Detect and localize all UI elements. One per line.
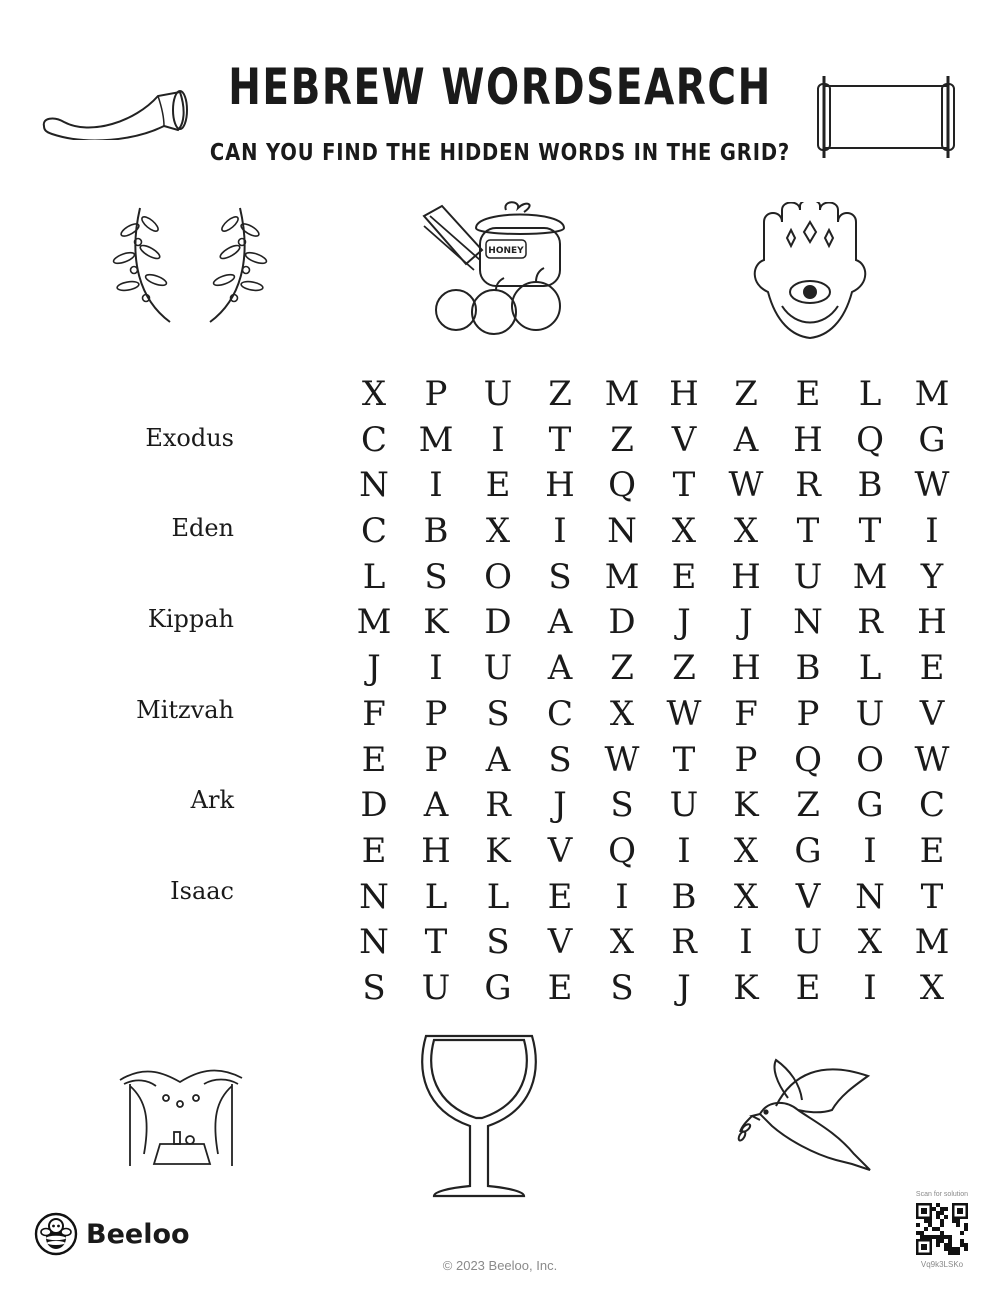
- qr-caption: Scan for solution: [915, 1191, 969, 1198]
- grid-cell[interactable]: A: [547, 602, 573, 643]
- grid-cell[interactable]: T: [796, 511, 820, 552]
- grid-cell[interactable]: P: [424, 693, 448, 734]
- grid-cell[interactable]: C: [360, 419, 387, 460]
- grid-cell[interactable]: T: [672, 739, 696, 780]
- grid-cell[interactable]: E: [795, 374, 821, 414]
- grid-cell[interactable]: B: [795, 648, 821, 689]
- grid-cell[interactable]: O: [856, 739, 884, 780]
- brand-name: Beeloo: [86, 1218, 190, 1250]
- grid-cell[interactable]: K: [423, 602, 449, 643]
- grid-cell[interactable]: N: [359, 465, 389, 506]
- grid-cell[interactable]: K: [485, 830, 511, 871]
- grid-cell[interactable]: R: [485, 785, 511, 826]
- grid-cell[interactable]: U: [483, 648, 513, 689]
- grid-cell[interactable]: B: [671, 876, 697, 917]
- grid-cell[interactable]: S: [610, 785, 634, 826]
- grid-row: [343, 555, 963, 601]
- grid-cell[interactable]: E: [547, 876, 573, 917]
- grid-row: [343, 875, 963, 921]
- grid-cell[interactable]: E: [361, 739, 387, 780]
- grid-cell[interactable]: N: [793, 602, 823, 643]
- grid-cell[interactable]: J: [677, 967, 691, 1008]
- grid-cell[interactable]: H: [793, 419, 823, 460]
- grid-cell[interactable]: X: [609, 693, 635, 734]
- grid-cell[interactable]: Y: [920, 556, 944, 597]
- grid-cell[interactable]: J: [677, 602, 691, 643]
- grid-cell[interactable]: T: [858, 511, 882, 552]
- grid-cell[interactable]: C: [360, 511, 387, 552]
- grid-cell[interactable]: V: [795, 876, 821, 917]
- grid-cell[interactable]: N: [359, 876, 389, 917]
- grid-row: [343, 783, 963, 829]
- grid-cell[interactable]: E: [485, 465, 511, 506]
- word-list-item: Eden: [171, 514, 234, 542]
- grid-cell[interactable]: Z: [610, 419, 634, 460]
- grid-cell[interactable]: N: [607, 511, 637, 552]
- grid-cell[interactable]: E: [547, 967, 573, 1008]
- grid-cell[interactable]: W: [728, 465, 764, 506]
- grid-row: [343, 738, 963, 784]
- copyright-text: © 2023 Beeloo, Inc.: [442, 1258, 558, 1273]
- grid-cell[interactable]: P: [734, 739, 758, 780]
- grid-cell[interactable]: S: [610, 967, 634, 1008]
- page-subtitle: CAN YOU FIND THE HIDDEN WORDS IN THE GRID?: [209, 140, 791, 166]
- grid-cell[interactable]: I: [677, 830, 691, 871]
- grid-cell[interactable]: Q: [608, 465, 636, 506]
- grid-cell[interactable]: W: [914, 739, 950, 780]
- grid-cell[interactable]: U: [855, 693, 885, 734]
- grid-cell[interactable]: X: [733, 876, 759, 917]
- grid-cell[interactable]: V: [671, 419, 697, 460]
- grid-cell[interactable]: I: [429, 648, 443, 689]
- grid-cell[interactable]: Z: [734, 374, 758, 414]
- shofar-illustration: [40, 82, 190, 140]
- torah-scroll-illustration: [812, 70, 960, 162]
- grid-cell[interactable]: O: [484, 556, 512, 597]
- grid-cell[interactable]: E: [795, 967, 821, 1008]
- grid-row: [343, 600, 963, 646]
- grid-cell[interactable]: M: [914, 374, 950, 414]
- grid-cell[interactable]: J: [367, 648, 381, 689]
- grid-cell[interactable]: Q: [856, 419, 884, 460]
- grid-cell[interactable]: A: [423, 785, 449, 826]
- grid-cell[interactable]: K: [733, 785, 759, 826]
- grid-cell[interactable]: B: [857, 465, 883, 506]
- grid-cell[interactable]: I: [491, 419, 505, 460]
- grid-cell[interactable]: A: [547, 648, 573, 689]
- grid-cell[interactable]: V: [919, 693, 945, 734]
- word-list-item: Mitzvah: [136, 696, 234, 724]
- sukkah-illustration: [116, 1060, 246, 1170]
- grid-cell[interactable]: S: [548, 556, 572, 597]
- grid-row: [343, 920, 963, 966]
- grid-cell[interactable]: I: [553, 511, 567, 552]
- grid-cell[interactable]: X: [485, 511, 511, 552]
- grid-cell[interactable]: P: [424, 374, 448, 414]
- grid-cell[interactable]: H: [731, 648, 761, 689]
- grid-cell[interactable]: R: [795, 465, 821, 506]
- olive-wreath-illustration: [110, 200, 270, 330]
- wine-glass-illustration: [414, 1030, 544, 1202]
- grid-cell[interactable]: L: [858, 648, 882, 689]
- grid-cell[interactable]: H: [731, 556, 761, 597]
- grid-cell[interactable]: M: [914, 922, 950, 963]
- grid-cell[interactable]: J: [739, 602, 753, 643]
- grid-cell[interactable]: E: [671, 556, 697, 597]
- honey-label: HONEY: [488, 246, 524, 256]
- grid-cell[interactable]: M: [604, 556, 640, 597]
- grid-cell[interactable]: X: [361, 374, 387, 414]
- grid-cell[interactable]: K: [733, 967, 759, 1008]
- grid-cell[interactable]: U: [793, 556, 823, 597]
- grid-cell[interactable]: B: [423, 511, 449, 552]
- grid-cell[interactable]: L: [362, 556, 386, 597]
- letter-grid: [343, 372, 963, 1012]
- grid-cell[interactable]: X: [857, 922, 883, 963]
- grid-row: [343, 829, 963, 875]
- grid-cell[interactable]: R: [671, 922, 697, 963]
- grid-cell[interactable]: X: [609, 922, 635, 963]
- grid-cell[interactable]: T: [920, 876, 944, 917]
- grid-cell[interactable]: P: [796, 693, 820, 734]
- grid-cell[interactable]: G: [856, 785, 884, 826]
- grid-cell[interactable]: S: [362, 967, 386, 1008]
- grid-cell[interactable]: H: [545, 465, 575, 506]
- grid-cell[interactable]: W: [914, 465, 950, 506]
- grid-row: [343, 372, 963, 418]
- grid-cell[interactable]: T: [672, 465, 696, 506]
- grid-cell[interactable]: D: [360, 785, 388, 826]
- grid-cell[interactable]: G: [794, 830, 822, 871]
- grid-cell[interactable]: P: [424, 739, 448, 780]
- grid-cell[interactable]: W: [666, 693, 702, 734]
- word-list-item: Exodus: [145, 424, 234, 452]
- grid-cell[interactable]: U: [669, 785, 699, 826]
- grid-cell[interactable]: G: [918, 419, 946, 460]
- grid-cell[interactable]: E: [361, 830, 387, 871]
- grid-cell[interactable]: V: [547, 830, 573, 871]
- grid-cell[interactable]: H: [669, 374, 699, 414]
- dove-illustration: [736, 1056, 886, 1180]
- grid-row: [343, 463, 963, 509]
- beeloo-logo: [34, 1212, 190, 1256]
- grid-cell[interactable]: Z: [610, 648, 634, 689]
- grid-cell[interactable]: T: [424, 922, 448, 963]
- grid-cell[interactable]: Z: [672, 648, 696, 689]
- grid-cell[interactable]: I: [925, 511, 939, 552]
- grid-cell[interactable]: I: [863, 967, 877, 1008]
- grid-cell[interactable]: A: [485, 739, 511, 780]
- grid-row: [343, 692, 963, 738]
- grid-cell[interactable]: Z: [548, 374, 572, 414]
- grid-cell[interactable]: I: [863, 830, 877, 871]
- grid-cell[interactable]: T: [548, 419, 572, 460]
- grid-cell[interactable]: U: [483, 374, 513, 414]
- grid-cell[interactable]: V: [547, 922, 573, 963]
- grid-cell[interactable]: F: [362, 693, 386, 734]
- grid-cell[interactable]: I: [739, 922, 753, 963]
- grid-cell[interactable]: L: [486, 876, 510, 917]
- grid-cell[interactable]: N: [855, 876, 885, 917]
- grid-row: [343, 646, 963, 692]
- grid-cell[interactable]: A: [733, 419, 759, 460]
- grid-row: [343, 509, 963, 555]
- grid-cell[interactable]: N: [359, 922, 389, 963]
- grid-cell[interactable]: R: [857, 602, 883, 643]
- grid-cell[interactable]: M: [604, 374, 640, 414]
- honey-jar-illustration: [420, 198, 570, 338]
- grid-cell[interactable]: E: [919, 648, 945, 689]
- grid-cell[interactable]: M: [356, 602, 392, 643]
- grid-cell[interactable]: X: [733, 830, 759, 871]
- grid-cell[interactable]: G: [484, 967, 512, 1008]
- grid-cell[interactable]: X: [671, 511, 697, 552]
- grid-cell[interactable]: S: [424, 556, 448, 597]
- grid-cell[interactable]: Q: [608, 830, 636, 871]
- grid-cell[interactable]: S: [486, 922, 510, 963]
- grid-cell[interactable]: X: [733, 511, 759, 552]
- grid-cell[interactable]: H: [421, 830, 451, 871]
- grid-cell[interactable]: C: [918, 785, 945, 826]
- grid-cell[interactable]: Z: [796, 785, 820, 826]
- grid-row: [343, 966, 963, 1012]
- grid-cell[interactable]: Q: [794, 739, 822, 780]
- grid-cell[interactable]: X: [919, 967, 945, 1008]
- grid-cell[interactable]: W: [604, 739, 640, 780]
- grid-cell[interactable]: D: [484, 602, 512, 643]
- grid-cell[interactable]: J: [553, 785, 567, 826]
- grid-cell[interactable]: F: [734, 693, 758, 734]
- hamsa-illustration: [748, 202, 872, 342]
- grid-cell[interactable]: S: [548, 739, 572, 780]
- grid-cell[interactable]: D: [608, 602, 636, 643]
- grid-cell[interactable]: H: [917, 602, 947, 643]
- grid-cell[interactable]: U: [421, 967, 451, 1008]
- qr-code-icon[interactable]: [916, 1203, 968, 1259]
- bee-icon: [34, 1212, 78, 1256]
- grid-cell[interactable]: C: [546, 693, 573, 734]
- qr-code-id: Vq9k3LSKo: [920, 1260, 964, 1269]
- grid-cell[interactable]: M: [418, 419, 454, 460]
- grid-cell[interactable]: S: [486, 693, 510, 734]
- word-list-item: Kippah: [147, 605, 234, 633]
- word-list-item: Ark: [190, 786, 234, 814]
- word-list-item: Isaac: [170, 877, 234, 905]
- page-title: HEBREW WORDSEARCH: [228, 58, 772, 116]
- grid-cell[interactable]: I: [615, 876, 629, 917]
- grid-cell[interactable]: L: [858, 374, 882, 414]
- grid-row: [343, 418, 963, 464]
- grid-cell[interactable]: M: [852, 556, 888, 597]
- grid-cell[interactable]: I: [429, 465, 443, 506]
- grid-cell[interactable]: L: [424, 876, 448, 917]
- grid-cell[interactable]: U: [793, 922, 823, 963]
- grid-cell[interactable]: E: [919, 830, 945, 871]
